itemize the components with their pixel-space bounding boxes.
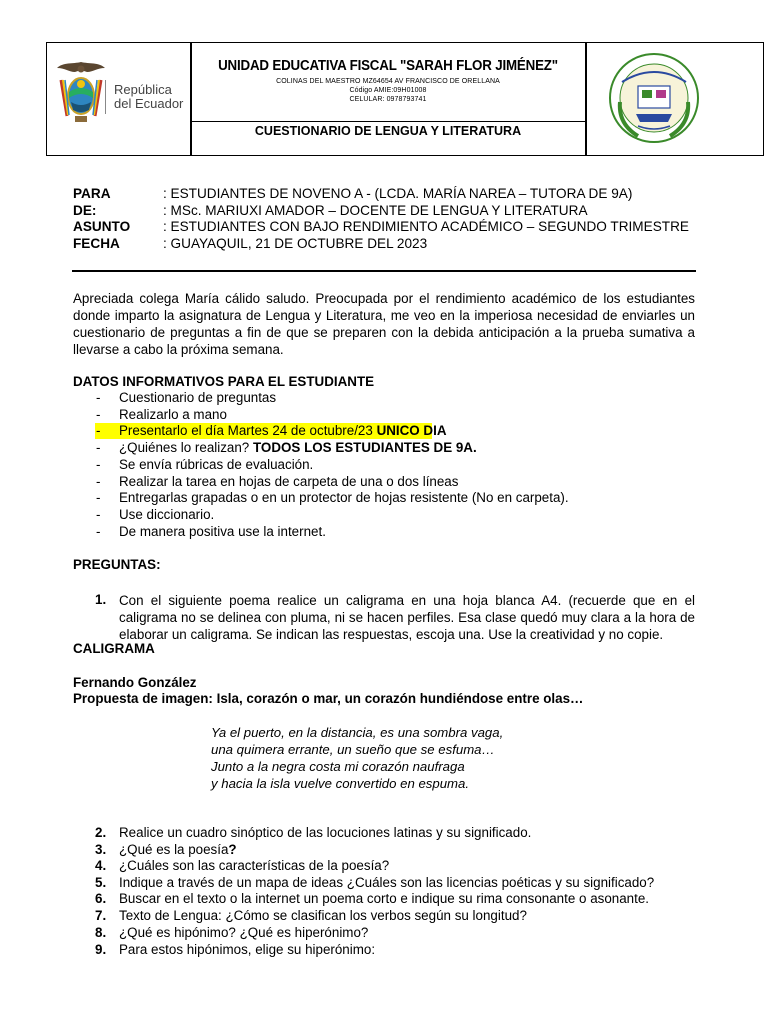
ecuador-coat-of-arms-icon [55,60,107,126]
poem-line-3: Junto a la negra costa mi corazón naufraga [211,759,465,774]
bullet-dash: - [96,440,101,455]
question-number: 7. [95,908,107,923]
republic-line-2: del Ecuador [114,96,184,111]
question-number: 2. [95,825,107,840]
logo-divider [105,80,106,114]
bullet-dash: - [96,507,101,522]
datos-item-4 [119,440,477,455]
poem-line-2: una quimera errante, un sueño que se esfuma… [211,742,495,757]
poem-line-1: Ya el puerto, en la distancia, es una sombra vaga, [211,725,504,740]
datos-item-8: Use diccionario. [119,507,215,522]
datos-item-2: Realizarlo a mano [119,407,227,422]
meta-label-para: PARA [73,186,111,201]
question-8: ¿Qué es hipónimo? ¿Qué es hiperónimo? [119,925,369,940]
meta-value-fecha: : GUAYAQUIL, 21 DE OCTUBRE DEL 2023 [163,236,428,251]
bullet-dash: - [96,407,101,422]
datos-item-5: Se envía rúbricas de evaluación. [119,457,314,472]
question-number: 5. [95,875,107,890]
meta-value-para: : ESTUDIANTES DE NOVENO A - (LCDA. MARÍA NAREA – TUTORA DE 9A) [163,186,633,201]
question-number: 3. [95,842,107,857]
question-3-mark: ? [228,842,237,857]
institution-address: COLINAS DEL MAESTRO MZ64654 AV FRANCISCO DE ORELLANA [276,78,500,85]
intro-paragraph: Apreciada colega María cálido saludo. Preocupada por el rendimiento académico de los estudiantes donde imparto la asignatura de Lengua y Literatura, me veo en la imperiosa necesidad de enviarles un cuestionario de preguntas a fin de que se preparen con la debida anticipación a la prueba sumativa a llevarse a cabo la próxima semana. [73,291,695,357]
datos-item-6: Realizar la tarea en hojas de carpeta de una o dos líneas [119,474,459,489]
question-number: 4. [95,858,107,873]
question-6: Buscar en el texto o la internet un poema corto e indique su rima consonante o asonante. [119,891,650,906]
caligrama-heading: CALIGRAMA [73,641,155,656]
bullet-dash: - [96,457,101,472]
poem-line-4: y hacia la isla vuelve convertido en espuma. [211,776,470,791]
bullet-dash: - [96,423,101,438]
bullet-dash: - [96,490,101,505]
question-3-text: ¿Qué es la poesía [119,842,229,857]
question-5: Indique a través de un mapa de ideas ¿Cuáles son las licencias poéticas y su significado? [119,875,655,890]
institution-code: Código AMIE:09H01008 [349,87,427,94]
meta-label-asunto: ASUNTO [73,219,131,234]
meta-value-asunto: : ESTUDIANTES CON BAJO RENDIMIENTO ACADÉMICO – SEGUNDO TRIMESTRE [163,219,689,234]
question-number: 1. [95,592,107,607]
datos-item-9: De manera positiva use la internet. [119,524,326,539]
header-divider-right [585,42,587,156]
bullet-dash: - [96,524,101,539]
republic-line-1: República [114,82,172,97]
institution-name: UNIDAD EDUCATIVA FISCAL "SARAH FLOR JIMÉNEZ" [218,58,558,74]
meta-label-de: DE: [73,203,97,218]
question-number: 9. [95,942,107,957]
republic-text [114,83,183,111]
datos-item-3-text: Presentarlo el día Martes 24 de octubre/23 [119,423,377,438]
question-1: Con el siguiente poema realice un caligrama en una hoja blanca A4. (recuerde que en el caligrama no se delinea con pluma, ni se hacen perfiles. Esa clase quedó muy clara a la hora de elaborar un caligrama. Se indican las respuestas, escoja una. Use la creatividad y no copie. [119,593,695,642]
meta-value-de: : MSc. MARIUXI AMADOR – DOCENTE DE LENGUA Y LITERATURA [163,203,588,218]
institution-phone: CELULAR: 0978793741 [349,96,427,103]
question-number: 6. [95,891,107,906]
bullet-dash: - [96,390,101,405]
separator-rule [72,270,696,272]
document-title: CUESTIONARIO DE LENGUA Y LITERATURA [254,124,522,138]
bullet-dash: - [96,474,101,489]
image-proposal: Propuesta de imagen: Isla, corazón o mar, un corazón hundiéndose entre olas… [73,691,584,706]
question-4: ¿Cuáles son las características de la poesía? [119,858,390,873]
datos-item-3 [119,423,447,438]
question-9: Para estos hipónimos, elige su hiperónimo: [119,942,376,957]
school-seal-icon [608,52,700,144]
meta-label-fecha: FECHA [73,236,120,251]
preguntas-heading: PREGUNTAS: [73,557,161,572]
datos-item-4-text: ¿Quiénes lo realizan? [119,440,253,455]
question-7: Texto de Lengua: ¿Cómo se clasifican los verbos según su longitud? [119,908,527,923]
datos-heading: DATOS INFORMATIVOS PARA EL ESTUDIANTE [73,374,375,389]
question-number: 8. [95,925,107,940]
question-2: Realice un cuadro sinóptico de las locuciones latinas y su significado. [119,825,532,840]
datos-item-3-bold: UNICO DIA [376,423,447,438]
datos-item-7: Entregarlas grapadas o en un protector de hojas resistente (No en carpeta). [119,490,569,505]
poem-author: Fernando González [73,675,197,690]
question-3 [119,842,237,857]
header-divider-horizontal [190,121,586,122]
datos-item-1: Cuestionario de preguntas [119,390,277,405]
datos-item-4-bold: TODOS LOS ESTUDIANTES DE 9A. [252,440,477,455]
